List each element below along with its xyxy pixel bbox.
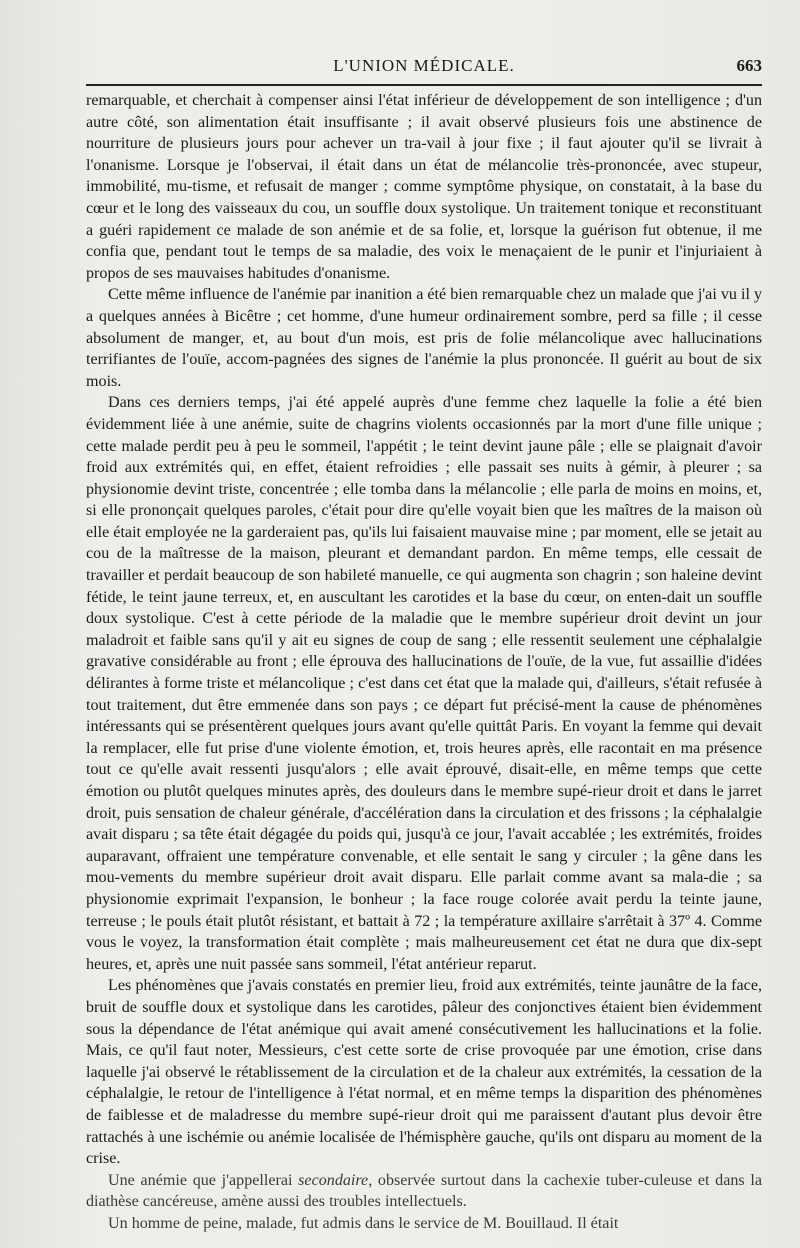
page-header bbox=[86, 0, 762, 90]
page-number: 663 bbox=[736, 56, 762, 75]
header-rule bbox=[86, 84, 762, 86]
running-title: L'UNION MÉDICALE. bbox=[333, 56, 515, 75]
paragraph-3: Dans ces derniers temps, j'ai été appelé auprès d'une femme chez laquelle la folie a été bien évidemment liée à une anémie, suite de chagrins violents occasionnés par la mort d'une fille unique ; cette malade perdit peu à peu le sommeil, l'appétit ; le teint devint jaune pâle ; elle se plaignait d'avoir froid aux extrémités qui, en effet, étaient refroidies ; elle passait ses nuits à gémir, à pleurer ; sa physionomie devint triste, concentrée ; elle tomba dans la mélancolie ; elle parla de moins en moins, et, si elle prononçait quelques paroles, c'était pour dire qu'elle voyait bien que les maîtres de la maison où elle était employée ne la garderaient pas, qu'ils lui faisaient mauvaise mine ; par moment, elle se jetait au cou de la maîtresse de la maison, pleurant et demandant pardon. En même temps, elle cessait de travailler et perdait beaucoup de son habileté manuelle, ce qui augmenta son chagrin ; son haleine devint fétide, le teint jaune terreux, et, en auscultant les carotides et la base du cœur, on enten-dait un souffle doux systolique. C'est à cette période de la maladie que le membre supérieur droit devint un jour maladroit et faible sans qu'il y ait eu signes de coup de sang ; elle ressentit seulement une céphalalgie gravative considérable au front ; elle éprouva des hallucinations de l'ouïe, de la vue, fut assaillie d'idées délirantes à forme triste et mélancolique ; c'est dans cet état que la malade qui, d'ailleurs, s'était refusée à tout traitement, dut être emmenée dans son pays ; ce départ fut précisé-ment la cause de phénomènes intéressants qui se présentèrent quelques jours avant qu'elle quittât Paris. En voyant la femme qui devait la remplacer, elle fut prise d'une violente émotion, et, trois heures après, elle racontait en ma présence tout ce qu'elle avait ressenti jusqu'alors ; elle avait éprouvé, disait-elle, en même temps que cette émotion ou plutôt quelques minutes après, des douleurs dans le membre supé-rieur droit et dans le jarret droit, puis sensation de chaleur générale, d'accélération dans la circulation et des frissons ; la céphalalgie avait disparu ; sa tête était dégagée du poids qui, jusqu'à ce jour, l'avait accablée ; les extrémités, froides auparavant, offraient une température convenable, et elle sentait le sang y circuler ; la gêne dans les mou-vements du membre supérieur droit avait disparu. Elle parlait comme avant sa mala-die ; sa physionomie exprimait l'expansion, le bonheur ; la face rouge colorée avait perdu la teinte jaune, terreuse ; le pouls était plutôt résistant, et battait à 72 ; la température axillaire s'arrêtait à 37º 4. Comme vous le voyez, la transformation était complète ; mais malheureusement cet état ne dura que dix-sept heures, et, après une nuit passée sans sommeil, l'état antérieur reparut. bbox=[86, 394, 762, 973]
paragraph-5-start: Une anémie que j'appellerai bbox=[108, 1171, 299, 1189]
paragraph-1: remarquable, et cherchait à compenser ainsi l'état inférieur de développement de son intelligence ; d'un autre côté, son alimentation était insuffisante ; il avait observé plusieurs fois une abstinence de nourriture de plusieurs jours pour achever un tra-vail à jour fixe ; il faut ajouter qu'il se livrait à l'onanisme. Lorsque je l'observai, il était dans un état de mélancolie très-prononcée, avec stupeur, immobilité, mu-tisme, et refusait de manger ; comme symptôme physique, on constatait, à la base du cœur et le long des vaisseaux du cou, un souffle doux systolique. Un traitement tonique et reconstituant a guéri rapidement ce malade de son anémie et de sa folie, et, lorsque la guérison fut obtenue, il me confia que, pendant tout le temps de sa maladie, des voix le menaçaient de le punir et l'injuriaient à propos de ses mauvaises habitudes d'onanisme. bbox=[86, 92, 762, 282]
paragraph-5-italic: secondaire bbox=[298, 1171, 369, 1189]
body-text bbox=[86, 90, 762, 1234]
paragraph-5 bbox=[86, 1170, 762, 1213]
paragraph-5-end: , observée surtout dans la cachexie tuber-culeuse et dans la diathèse cancéreuse, amène aussi des troubles intellectuels. bbox=[86, 1171, 762, 1211]
paragraph-4: Les phénomènes que j'avais constatés en premier lieu, froid aux extrémités, teinte jaunâtre de la face, bruit de souffle doux et systolique dans les carotides, pâleur des conjonctives étaient bien évidemment sous la dépendance de l'état anémique qui avait amené consécutivement les hallucinations et la folie. Mais, ce qu'il faut noter, Messieurs, c'est cette sorte de crise provoquée par une émotion, crise dans laquelle j'ai observé le rétablissement de la circulation et de la chaleur aux extrémités, la cessation de la céphalalgie, le retour de l'intelligence à l'état normal, et en même temps la disparition des phénomènes de faiblesse et de maladresse du membre supé-rieur droit qui me paraissent d'autant plus devoir être rattachés à une ischémie ou anémie localisée de l'hémisphère gauche, qu'ils ont disparu au moment de la crise. bbox=[86, 977, 762, 1168]
paragraph-6: Un homme de peine, malade, fut admis dans le service de M. Bouillaud. Il était bbox=[108, 1214, 619, 1232]
paragraph-2: Cette même influence de l'anémie par inanition a été bien remarquable chez un malade que j'ai vu il y a quelques années à Bicêtre ; cet homme, d'une humeur ordinairement sombre, perd sa fille ; il cesse absolument de manger, et, au bout d'un mois, est pris de folie mélancolique avec hallucinations terrifiantes de l'ouïe, accom-pagnées des signes de l'anémie la plus prononcée. Il guérit au bout de six mois. bbox=[86, 286, 762, 390]
